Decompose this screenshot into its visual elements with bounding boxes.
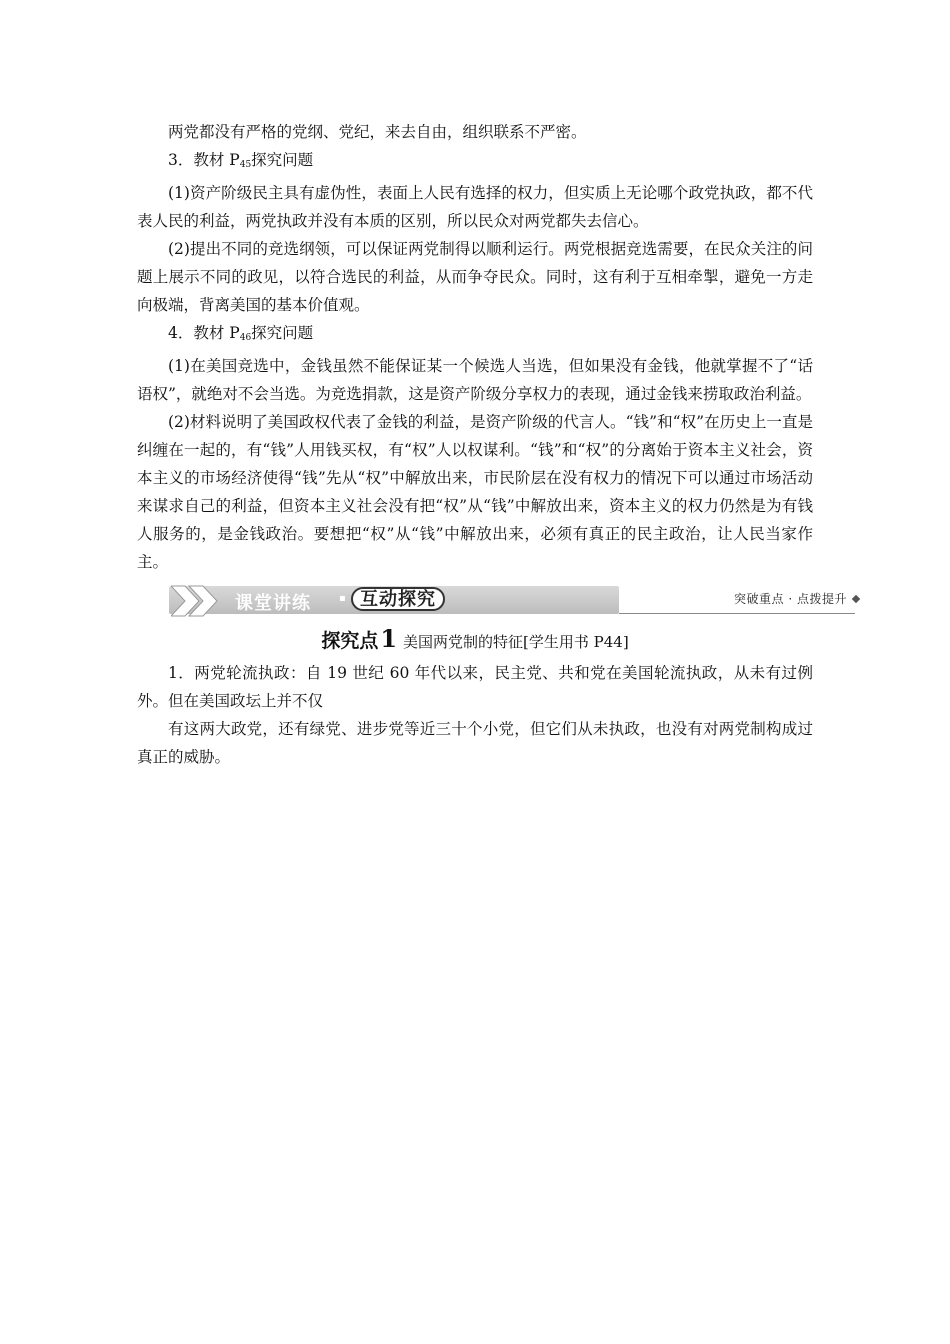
section-paragraph-1: 1．两党轮流执政：自 19 世纪 60 年代以来，民主党、共和党在美国轮流执政，从未有过例外。但在美国政坛上并不仅 xyxy=(137,664,813,710)
item-3-answer-1: (1)资产阶级民主具有虚伪性，表面上人民有选择的权力，但实质上无论哪个政党执政，都不代表人民的利益，两党执政并没有本质的区别，所以民众对两党都失去信心。 xyxy=(137,184,813,230)
section-number: 1 xyxy=(380,624,398,653)
section-paragraph-2: 有这两大政党，还有绿党、进步党等近三十个小党，但它们从未执政，也没有对两党制构成过真正的威胁。 xyxy=(137,720,813,766)
item-3-answer-2: (2)提出不同的竞选纲领，可以保证两党制得以顺利运行。两党根据竞选需要，在民众关注的问题上展示不同的政见，以符合选民的利益，从而争夺民众。同时，这有利于互相牵掣，避免一方走向极端，背离美国的基本价值观。 xyxy=(137,240,813,314)
banner-separator: ▪ xyxy=(339,593,346,604)
banner-rule xyxy=(619,613,855,614)
section-label: 探究点 xyxy=(321,630,379,652)
section-banner xyxy=(137,582,847,622)
item-4-heading: 4．教材 P46探究问题 xyxy=(168,324,314,343)
banner-subtitle: 突破重点 · 点拨提升 xyxy=(734,590,859,607)
item-3-heading: 3．教材 P45探究问题 xyxy=(168,151,314,170)
page-content xyxy=(137,118,847,771)
section-title: 美国两党制的特征[学生用书 P44] xyxy=(403,633,629,651)
section-heading xyxy=(137,624,813,657)
paragraph: 两党都没有严格的党纲、党纪，来去自由，组织联系不严密。 xyxy=(168,123,587,141)
banner-title: 课堂讲练 xyxy=(235,593,311,614)
diamond-icon xyxy=(852,595,860,603)
banner-highlight: 互动探究 xyxy=(351,587,445,611)
item-4-answer-2: (2)材料说明了美国政权代表了金钱的利益，是资产阶级的代言人。“钱”和“权”在历史上一直是纠缠在一起的，有“钱”人用钱买权，有“权”人以权谋利。“钱”和“权”的分离始于资本主义社会，资本主义的市场经济使得“钱”先从“权”中解放出来，市民阶层在没有权力的情况下可以通过市场活动来谋求自己的利益，但资本主义社会没有把“权”从“钱”中解放出来，资本主义的权力仍然是为有钱人服务的，是金钱政治。要想把“权”从“钱”中解放出来，必须有真正的民主政治，让人民当家作主。 xyxy=(137,413,813,571)
chevrons-icon xyxy=(171,584,227,618)
item-4-answer-1: (1)在美国竞选中，金钱虽然不能保证某一个候选人当选，但如果没有金钱，他就掌握不了“话语权”，就绝对不会当选。为竞选捐款，这是资产阶级分享权力的表现，通过金钱来捞取政治利益。 xyxy=(137,357,813,403)
